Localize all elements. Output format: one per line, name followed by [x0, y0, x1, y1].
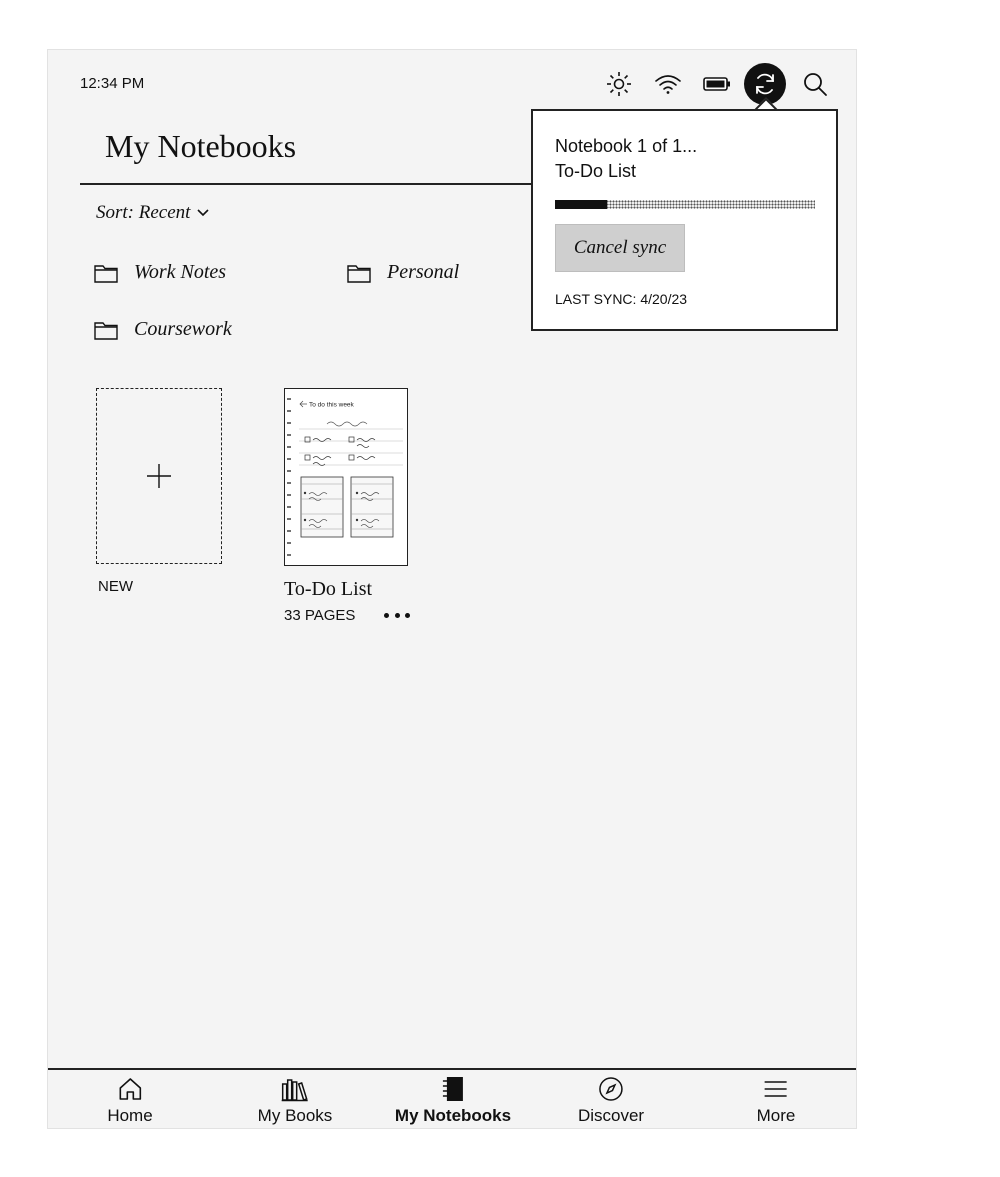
chevron-down-icon	[196, 208, 210, 218]
notebook-page-preview	[285, 389, 406, 564]
title-divider	[80, 183, 540, 185]
notebook-thumbnail[interactable]	[284, 388, 408, 566]
sync-progress-fill	[555, 200, 607, 209]
folder-icon	[94, 263, 118, 283]
page-title: My Notebooks	[105, 128, 297, 164]
nav-label: My Notebooks	[394, 1106, 512, 1125]
nav-my-notebooks[interactable]	[395, 1076, 511, 1126]
menu-icon	[763, 1076, 789, 1102]
sort-label: Sort: Recent	[96, 202, 191, 223]
search-icon[interactable]	[797, 66, 833, 102]
notebook-icon	[441, 1076, 465, 1102]
nav-my-books[interactable]	[258, 1076, 333, 1126]
folder-work-notes[interactable]	[94, 261, 226, 284]
folder-icon	[347, 263, 371, 283]
wifi-icon[interactable]	[650, 66, 686, 102]
bottom-nav	[48, 1070, 857, 1129]
new-notebook-button[interactable]	[96, 388, 222, 564]
sort-dropdown[interactable]	[96, 202, 210, 224]
compass-icon	[598, 1076, 624, 1102]
home-icon	[117, 1076, 143, 1102]
nav-label: Discover	[577, 1106, 645, 1125]
nav-more[interactable]	[757, 1076, 796, 1126]
sync-notebook-name: To-Do List	[555, 161, 637, 181]
nav-label: Home	[107, 1106, 153, 1125]
plus-icon	[146, 463, 172, 489]
nav-home[interactable]	[107, 1076, 152, 1126]
folder-label: Coursework	[134, 318, 232, 340]
folder-icon	[94, 320, 118, 340]
device-screen	[47, 49, 857, 1129]
battery-icon[interactable]	[699, 66, 735, 102]
folder-label: Personal	[387, 261, 460, 283]
folder-personal[interactable]	[347, 261, 459, 284]
thumbnail-heading: To do this week	[309, 401, 354, 409]
nav-discover[interactable]	[578, 1076, 644, 1126]
last-sync-label: LAST SYNC: 4/20/23	[555, 291, 688, 307]
folder-label: Work Notes	[134, 261, 227, 283]
nav-label: My Books	[257, 1106, 333, 1125]
notebook-page-count: 33 PAGES	[284, 607, 356, 624]
cancel-sync-button[interactable]: Cancel sync	[555, 224, 685, 272]
notebook-title[interactable]: To-Do List	[284, 578, 373, 600]
sync-popup	[531, 109, 838, 331]
folder-coursework[interactable]	[94, 318, 232, 341]
more-options-icon[interactable]	[384, 605, 410, 625]
sync-icon	[752, 71, 778, 97]
sync-status-line: Notebook 1 of 1...	[555, 136, 698, 156]
nav-label: More	[756, 1106, 796, 1125]
clock: 12:34 PM	[80, 75, 145, 92]
books-icon	[281, 1076, 309, 1102]
new-notebook-label: NEW	[98, 578, 133, 595]
sync-progress-bar	[555, 200, 815, 209]
brightness-icon[interactable]	[601, 66, 637, 102]
